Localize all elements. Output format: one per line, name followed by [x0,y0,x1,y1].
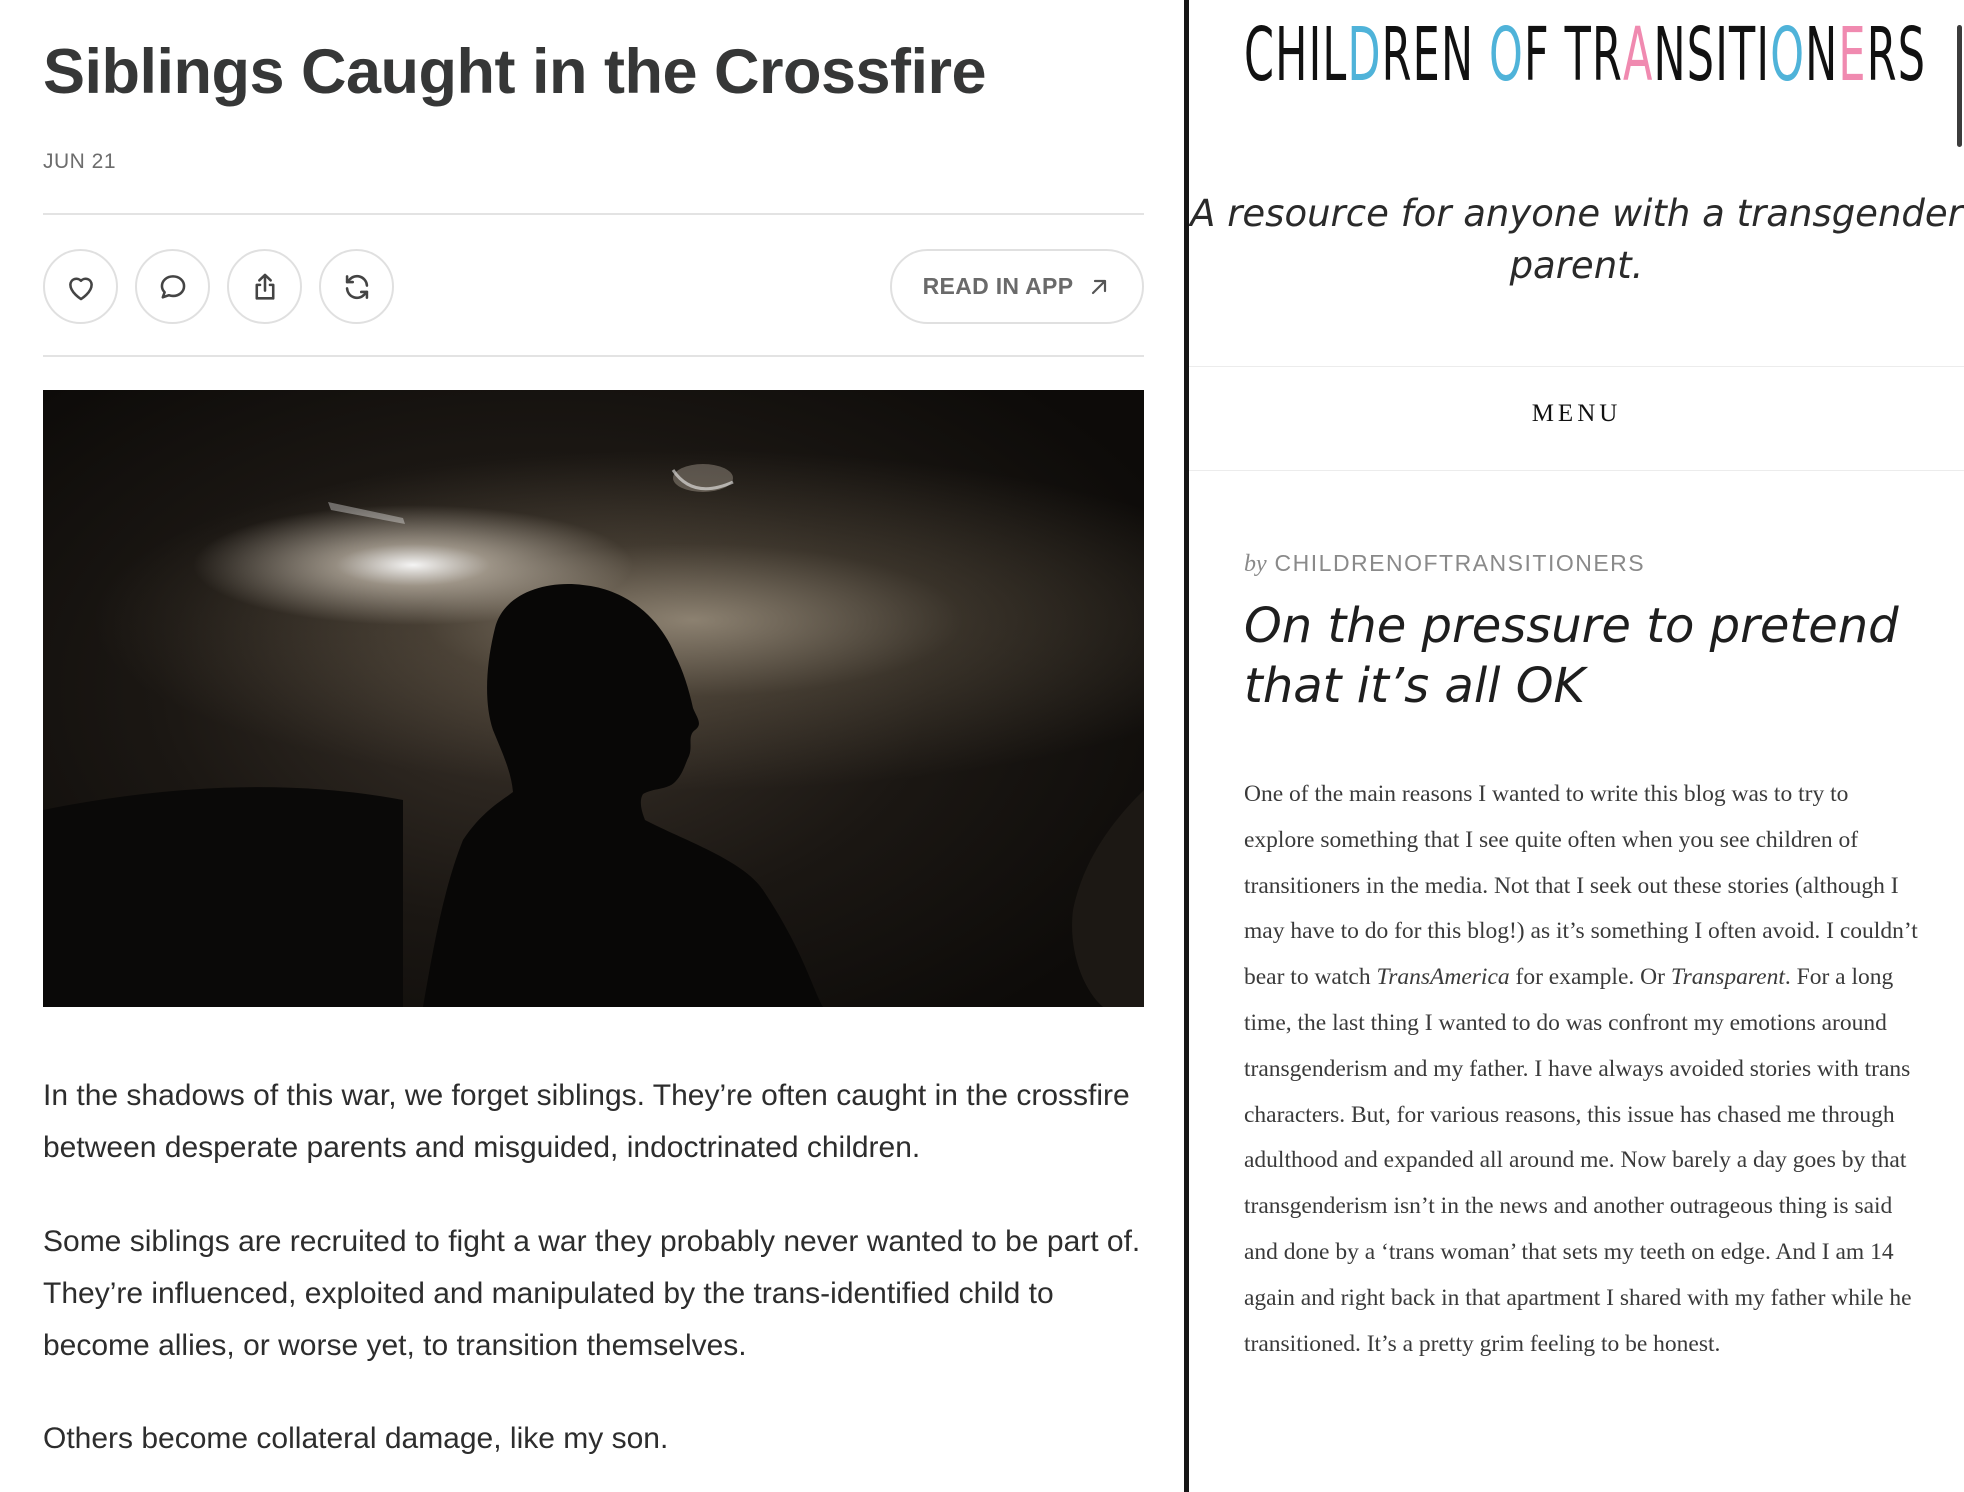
menu-divider [1189,470,1964,471]
silhouette-figure [43,390,1144,1007]
read-in-app-label: READ IN APP [922,273,1074,299]
post-body-emphasis: TransAmerica [1376,964,1510,991]
heart-icon [64,270,98,304]
read-in-app-button[interactable] [890,249,1144,324]
post-body [1244,772,1924,1367]
comment-icon [156,270,190,304]
byline-author[interactable]: CHILDRENOFTRANSITIONERS [1274,550,1646,576]
scrollbar-thumb[interactable] [1957,25,1962,147]
article-paragraph: Others become collateral damage, like my son. [43,1422,669,1455]
restack-button[interactable] [319,249,394,324]
like-button[interactable] [43,249,118,324]
post-body-text: for example. Or [1509,964,1671,991]
article-date: JUN 21 [43,150,117,173]
post-title[interactable]: On the pressure to pretend that it’s all OK [1244,598,1899,714]
divider-top [43,213,1144,215]
site-tagline: A resource for anyone with a transgender parent. [1190,192,1963,287]
byline-prefix: by [1244,551,1267,577]
share-button[interactable] [227,249,302,324]
menu-button[interactable]: MENU [1531,400,1622,427]
blog-pane [1189,0,1964,1492]
post-body-text: One of the main reasons I wanted to write this blog was to try to explore something that I see quite often when you see children of transitioners in the media. Not that I seek out these stories (although I may have to do for this blog!) as it’s something I often avoid. I couldn’t bear to watch [1244,781,1918,991]
arrow-up-right-icon [1087,275,1111,299]
hero-image-silhouette [43,390,1144,1007]
article-paragraph: Some siblings are recruited to fight a war they probably never wanted to be part of. They’re influenced, exploited and manipulated by the trans-identified child to become allies, or worse yet, to transition themselves. [43,1225,1141,1362]
share-icon [248,270,282,304]
article-title: Siblings Caught in the Crossfire [43,37,987,107]
site-logo[interactable]: C H I L D R E N O F T R A N S I T I O N E R S [1244,12,1927,98]
post-body-emphasis: Transparent [1670,964,1785,991]
restack-icon [340,270,374,304]
comment-button[interactable] [135,249,210,324]
post-body-text: . For a long time, the last thing I wanted to do was confront my emotions around transgenderism and my father. I have always avoided stories with trans characters. But, for various reasons, this issue has chased me through adulthood and expanded all around me. Now barely a day goes by that transgenderism isn’t in the news and another outrageous thing is said and done by a ‘trans woman’ that sets my teeth on edge. And I am 14 again and right back in that apartment I shared with my father while he transitioned. It’s a pretty grim feeling to be honest. [1244,964,1912,1357]
header-divider [1189,366,1964,367]
divider-bottom [43,355,1144,357]
article-paragraph: In the shadows of this war, we forget siblings. They’re often caught in the crossfire between desperate parents and misguided, indoctrinated children. [43,1079,1130,1164]
post-byline [1244,550,1645,578]
